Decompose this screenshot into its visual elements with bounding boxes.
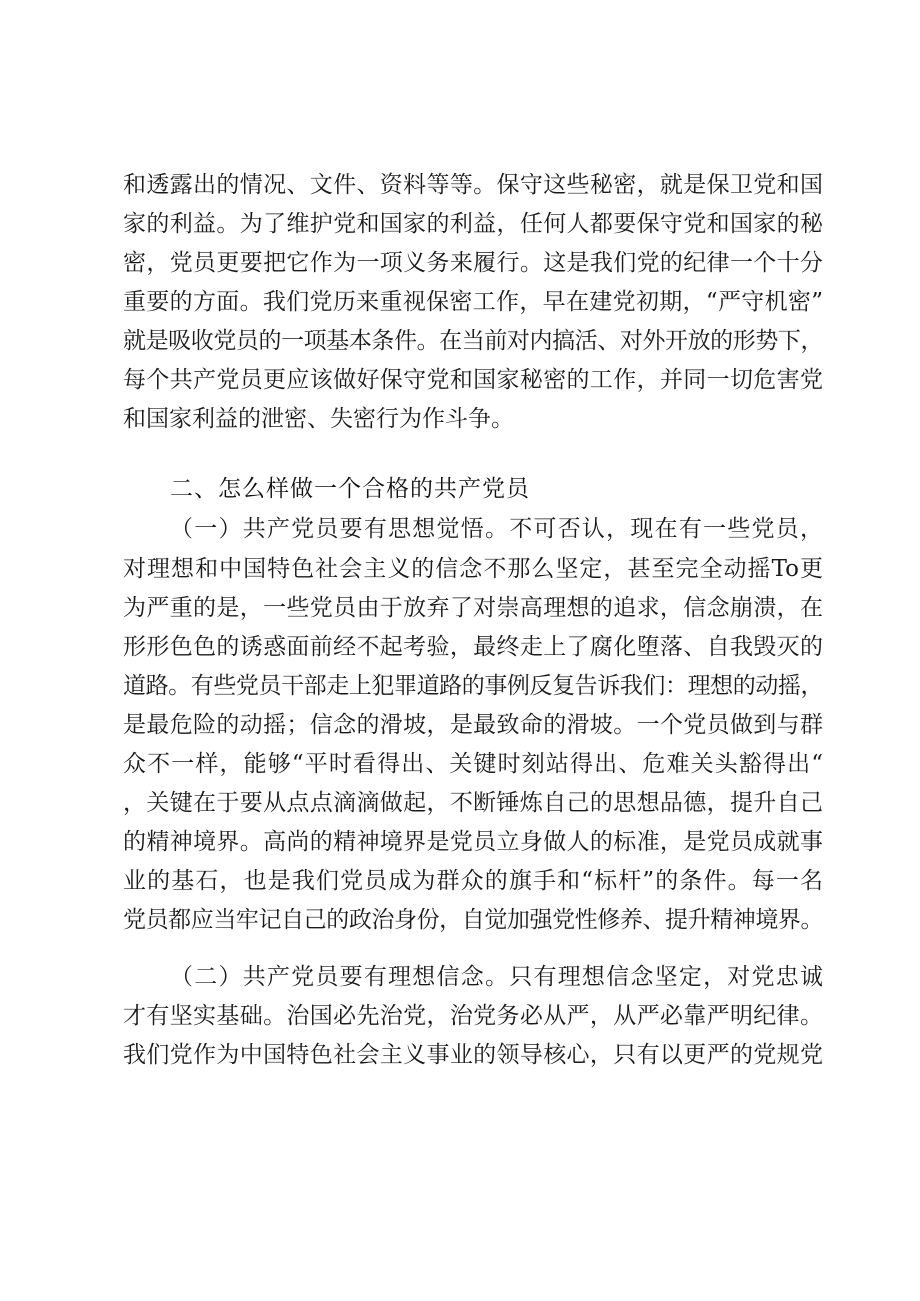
paragraph-2-line-2: 对理想和中国特色社会主义的信念不那么坚定，甚至完全动摇To更 <box>123 556 823 582</box>
paragraph-2-line-1: （一）共产党员要有思想觉悟。不可否认，现在有一些党员， <box>170 516 823 542</box>
paragraph-1-line-2: 家的利益。为了维护党和国家的利益，任何人都要保守党和国家的秘 <box>123 211 823 237</box>
paragraph-3-line-3: 我们党作为中国特色社会主义事业的领导核心，只有以更严的党规党 <box>123 1042 823 1068</box>
paragraph-1-line-4: 重要的方面。我们党历来重视保密工作，早在建党初期，“严守机密” <box>123 289 823 315</box>
paragraph-3-line-1: （二）共产党员要有理想信念。只有理想信念坚定，对党忠诚 <box>170 964 823 990</box>
paragraph-3-line-2: 才有坚实基础。治国必先治党，治党务必从严，从严必靠严明纪律。 <box>123 1003 823 1029</box>
paragraph-2-line-6: 是最危险的动摇；信念的滑坡，是最致命的滑坡。一个党员做到与群 <box>123 712 823 738</box>
paragraph-2-line-3: 为严重的是，一些党员由于放弃了对崇高理想的追求，信念崩溃，在 <box>123 595 823 621</box>
paragraph-1-line-7: 和国家利益的泄密、失密行为作斗争。 <box>123 406 514 432</box>
paragraph-2-line-10: 业的基石，也是我们党员成为群众的旗手和“标杆”的条件。每一名 <box>123 868 823 894</box>
paragraph-1-line-3: 密，党员更要把它作为一项义务来履行。这是我们党的纪律一个十分 <box>123 250 823 276</box>
paragraph-1-line-1: 和透露出的情况、文件、资料等等。保守这些秘密，就是保卫党和国 <box>123 172 823 198</box>
paragraph-1-line-6: 每个共产党员更应该做好保守党和国家秘密的工作，并同一切危害党 <box>123 367 823 393</box>
paragraph-1-line-5: 就是吸收党员的一项基本条件。在当前对内搞活、对外开放的形势下， <box>123 328 823 354</box>
paragraph-2-line-7: 众不一样，能够“平时看得出、关键时刻站得出、危难关头豁得出“ <box>123 751 823 777</box>
paragraph-2-line-9: 的精神境界。高尚的精神境界是党员立身做人的标准，是党员成就事 <box>123 829 823 855</box>
section-heading: 二、怎么样做一个合格的共产党员 <box>170 476 530 502</box>
paragraph-2-line-4: 形形色色的诱惑面前经不起考验，最终走上了腐化堕落、自我毁灭的 <box>123 634 823 660</box>
paragraph-2-line-11: 党员都应当牢记自己的政治身份，自觉加强党性修养、提升精神境界。 <box>123 907 823 933</box>
paragraph-2-line-5: 道路。有些党员干部走上犯罪道路的事例反复告诉我们：理想的动摇， <box>123 673 823 699</box>
paragraph-2-line-8: ，关键在于要从点点滴滴做起，不断锤炼自己的思想品德，提升自己 <box>123 790 823 816</box>
